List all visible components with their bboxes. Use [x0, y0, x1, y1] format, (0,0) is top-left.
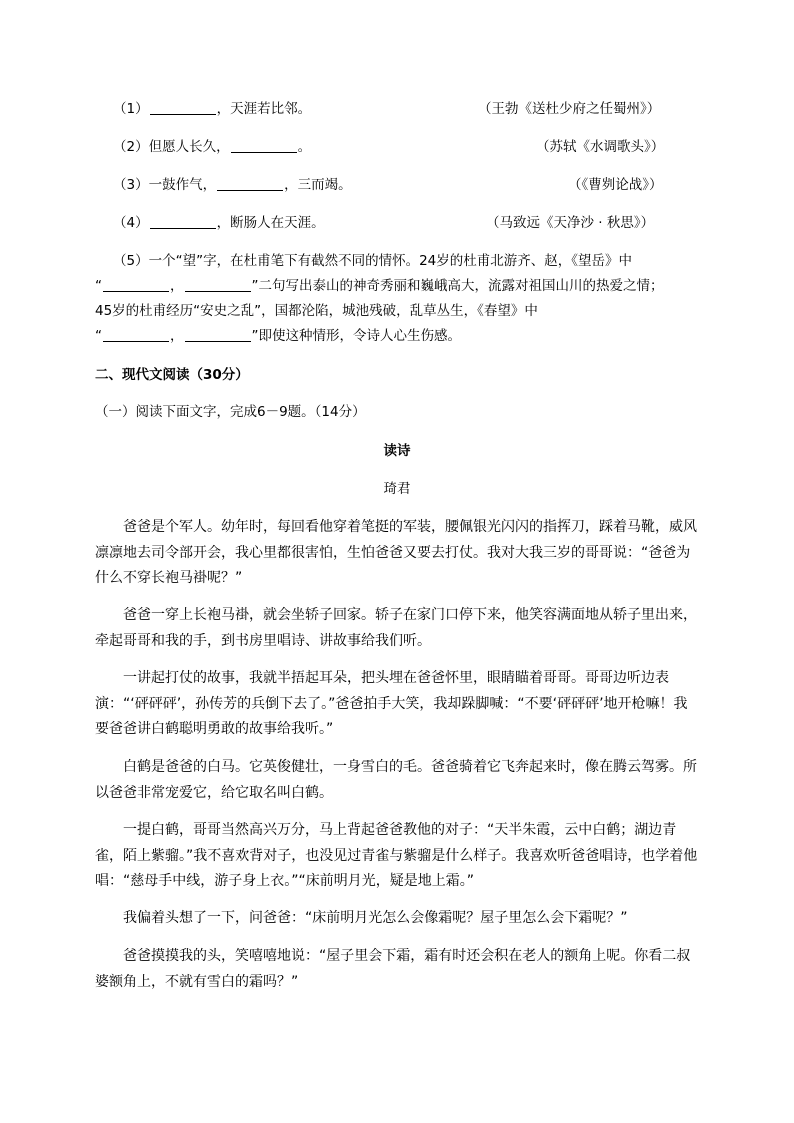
question-3-number: （3） — [113, 177, 149, 193]
answer-blank — [150, 100, 216, 115]
section-2-title: 二、现代文阅读（30分） — [95, 367, 249, 383]
answer-blank — [231, 138, 297, 153]
answer-blank — [185, 277, 251, 292]
article-author: 琦君 — [383, 481, 411, 497]
question-4-text: ，断肠人在天涯。 — [216, 215, 325, 231]
answer-blank — [217, 176, 283, 191]
question-2-source: （苏轼《水调歌头》） — [536, 139, 665, 155]
open-quote: “ — [95, 278, 102, 294]
question-2-end: 。 — [297, 139, 312, 155]
question-3-text: 一鼓作气， — [148, 177, 217, 193]
article-paragraph-7: 爸爸摸摸我的头，笑嘻嘻地说：“屋子里会下霜，霜有时还会积在老人的额角上呢。你看二叔婆额角上，不就有雪白的霜吗？” — [95, 948, 691, 990]
article-paragraph-4: 白鹤是爸爸的白马。它英俊健壮，一身雪白的毛。爸爸骑着它飞奔起来时，像在腾云驾雾。所以爸爸非常宠爱它，给它取名叫白鹤。 — [95, 759, 697, 801]
article-paragraph-3: 一讲起打仗的故事，我就半捂起耳朵，把头埋在爸爸怀里，眼睛瞄着哥哥。哥哥边听边表演：“‘砰砰砰’，孙传芳的兵倒下去了。”爸爸拍手大笑，我却跺脚喊：“不要‘砰砰砰’地开枪嘛！我要爸爸讲白鹤聪明勇敢的故事给我听。” — [95, 670, 688, 737]
question-5-line-1: （5）一个“望”字，在杜甫笔下有截然不同的情怀。24岁的杜甫北游齐、赵，《望岳》中 — [113, 253, 633, 269]
answer-blank — [103, 277, 169, 292]
question-5-line-2 — [95, 275, 664, 297]
question-4-source: （马致远《天净沙 · 秋思》） — [486, 215, 655, 231]
open-quote: “ — [95, 328, 102, 344]
article-paragraph-6: 我偏着头想了一下，问爸爸：“床前明月光怎么会像霜呢？屋子里怎么会下霜呢？” — [123, 910, 628, 926]
article-paragraph-2: 爸爸一穿上长袍马褂，就会坐轿子回家。轿子在家门口停下来，他笑容满面地从轿子里出来，牵起哥哥和我的手，到书房里唱诗、讲故事给我们听。 — [95, 607, 697, 649]
article-paragraph-1: 爸爸是个军人。幼年时，每回看他穿着笔挺的军装，腰佩银光闪闪的指挥刀，踩着马靴，威风凛凛地去司令部开会，我心里都很害怕，生怕爸爸又要去打仗。我对大我三岁的哥哥说：“爸爸为什么不穿长袍马褂呢？” — [95, 519, 697, 586]
answer-blank — [150, 214, 216, 229]
question-5-line-4-text: ”即使这种情形，令诗人心生伤感。 — [251, 328, 461, 344]
comma: ， — [170, 278, 184, 294]
question-1-number: （1） — [113, 101, 149, 117]
article-paragraph-5: 一提白鹤，哥哥当然高兴万分，马上背起爸爸教他的对子：“天半朱霞，云中白鹤；湖边青雀，陌上紫骝。”我不喜欢背对子，也没见过青雀与紫骝是什么样子。我喜欢听爸爸唱诗，也学着他唱：“慈母手中线，游子身上衣。”“床前明月光，疑是地上霜。” — [95, 822, 698, 889]
section-2-instruction: （一）阅读下面文字，完成6－9题。（14分） — [95, 404, 366, 420]
question-1-text: ，天涯若比邻。 — [216, 101, 312, 117]
question-3-source: （《曹刿论战》） — [568, 177, 663, 193]
question-3-end: ，三而竭。 — [284, 177, 352, 193]
answer-blank — [103, 327, 169, 342]
question-4-number: （4） — [113, 215, 149, 231]
comma: ， — [170, 328, 184, 344]
article-title: 读诗 — [383, 443, 411, 459]
question-5-line-2-text: ”二句写出泰山的神奇秀丽和巍峨高大，流露对祖国山川的热爱之情； — [251, 278, 664, 294]
question-5-line-3: 45岁的杜甫经历“安史之乱”，国都沦陷，城池残破，乱草丛生，《春望》中 — [95, 303, 538, 319]
question-2-number: （2） — [113, 139, 149, 155]
question-5-line-4 — [95, 325, 461, 347]
answer-blank — [185, 327, 251, 342]
question-2-text: 但愿人长久， — [148, 139, 230, 155]
question-1-source: （王勃《送杜少府之任蜀州》） — [478, 101, 661, 117]
